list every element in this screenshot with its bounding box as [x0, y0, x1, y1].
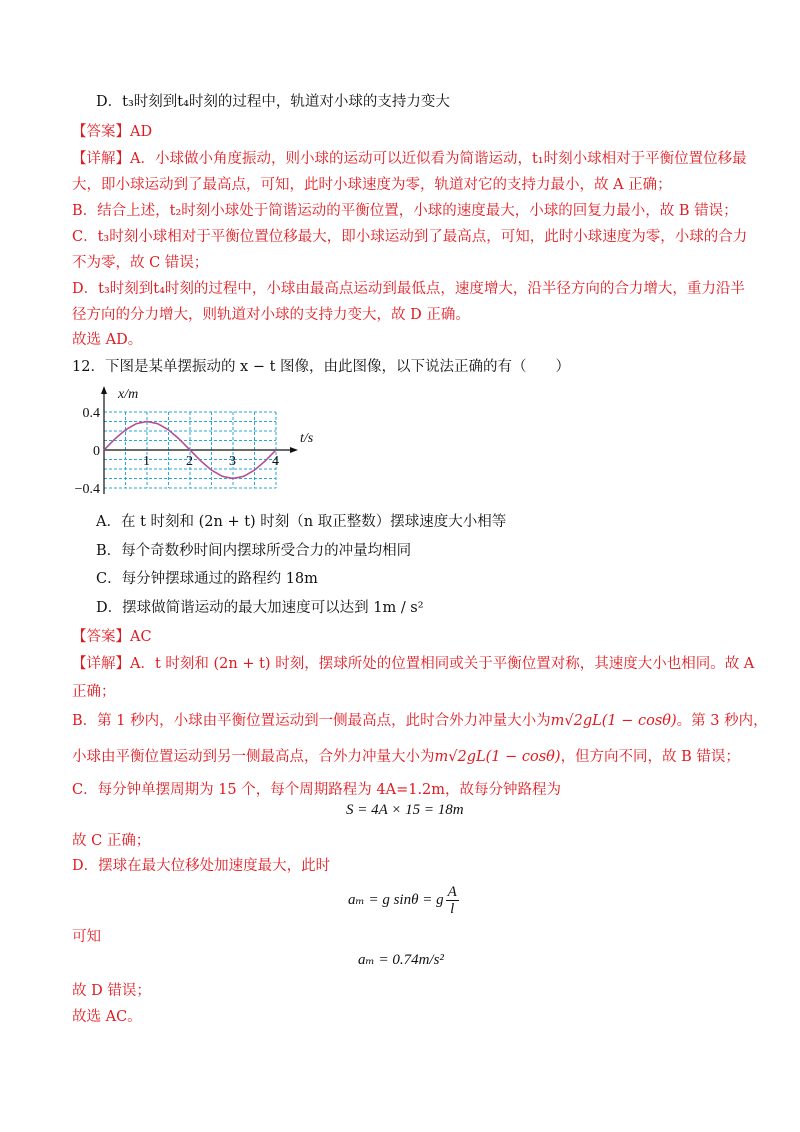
prev-detail-line-4: C．t₃时刻小球相对于平衡位置位移最大，即小球运动到了最高点，可知，此时小球速度为零，小球的合力 — [72, 229, 748, 245]
detail-b2-tail: ，但方向不同，故 B 错误； — [560, 749, 740, 765]
q12-answer: 【答案】AC — [72, 629, 152, 645]
prev-detail-line-5: 不为零，故 C 错误； — [72, 255, 209, 271]
q12-detail-a-line-1: 【详解】A．t 时刻和 (2n + t) 时刻，摆球所处的位置相同或关于平衡位置对称，其速度大小也相同。故 A — [72, 656, 755, 672]
impulse-formula-2: m√2gL(1 − cosθ) — [434, 749, 561, 765]
q12-know: 可知 — [72, 929, 101, 945]
q12-option-b: B．每个奇数秒时间内摆球所受合力的冲量均相同 — [96, 543, 412, 559]
detail-b1-text: B．第 1 秒内，小球由平衡位置运动到一侧最高点，此时合外力冲量大小为 — [72, 713, 551, 729]
x-tick-label: 4 — [272, 454, 279, 469]
q12-option-a: A．在 t 时刻和 (2n + t) 时刻（n 取正整数）摆球速度大小相等 — [96, 514, 507, 530]
q12-detail-b-line-2 — [72, 747, 740, 767]
x-tick-label: 3 — [229, 454, 236, 469]
chart-ticks — [75, 406, 279, 497]
detail-b2-text: 小球由平衡位置运动到另一侧最高点，合外力冲量大小为 — [72, 749, 435, 765]
equation-path: S = 4A × 15 = 18m — [346, 802, 464, 818]
prev-detail-line-1: 【详解】A．小球做小角度振动，则小球的运动可以近似看为简谐运动，t₁时刻小球相对于平衡位置位移最 — [72, 151, 747, 167]
equation-max-acceleration — [348, 884, 459, 917]
y-tick-label: 0 — [93, 444, 100, 459]
prev-option-d: D．t₃时刻到t₄时刻的过程中，轨道对小球的支持力变大 — [96, 94, 450, 110]
eq-acc-lhs: aₘ = g sinθ = g — [348, 891, 444, 908]
y-tick-label: −0.4 — [74, 482, 100, 497]
x-axis-arrow — [290, 447, 298, 453]
eq-fraction — [446, 884, 459, 917]
x-tick-label: 2 — [186, 454, 193, 469]
prev-detail-line-2: 大，即小球运动到了最高点，可知，此时小球速度为零，轨道对它的支持力最小，故 A 正确； — [72, 177, 672, 193]
q12-choose: 故选 AC。 — [72, 1009, 142, 1025]
prev-answer: 【答案】AD — [72, 124, 153, 140]
impulse-formula-1: m√2gL(1 − cosθ) — [550, 713, 677, 729]
eq-fraction-numerator: A — [447, 884, 457, 900]
y-axis-label: x/m — [118, 387, 139, 402]
y-axis-arrow — [101, 386, 107, 394]
q12-detail-a-line-2: 正确； — [72, 684, 116, 700]
x-axis-label: t/s — [300, 431, 314, 446]
y-tick-label: 0.4 — [82, 406, 100, 421]
detail-b1-tail: 。第 3 秒内， — [676, 713, 768, 729]
x-t-chart — [74, 384, 320, 504]
q12-detail-b-line-1 — [72, 711, 768, 731]
x-tick-label: 1 — [143, 454, 150, 469]
q12-detail-d-line-2: 故 D 错误； — [72, 983, 151, 999]
question-12-stem: 12．下图是某单摆振动的 x − t 图像，由此图像，以下说法正确的有（ ） — [72, 359, 571, 375]
equation-acceleration-value: aₘ = 0.74m/s² — [358, 952, 444, 968]
prev-choose: 故选 AD。 — [72, 332, 143, 348]
eq-fraction-denominator: l — [450, 901, 455, 917]
q12-detail-d-line-1: D．摆球在最大位移处加速度最大，此时 — [72, 858, 331, 874]
prev-detail-line-7: 径方向的分力增大，则轨道对小球的支持力变大，故 D 正确。 — [72, 307, 470, 323]
q12-option-d: D．摆球做简谐运动的最大加速度可以达到 1m / s² — [96, 600, 424, 616]
prev-detail-line-3: B．结合上述，t₂时刻小球处于简谐运动的平衡位置，小球的速度最大，小球的回复力最小，故 B 错误； — [72, 203, 738, 219]
prev-detail-line-6: D．t₃时刻到t₄时刻的过程中，小球由最高点运动到最低点，速度增大，沿半径方向的合力增大，重力沿半 — [72, 281, 745, 297]
q12-option-c: C．每分钟摆球通过的路程约 18m — [96, 571, 318, 587]
q12-detail-c-line-1: C．每分钟单摆周期为 15 个，每个周期路程为 4A=1.2m，故每分钟路程为 — [72, 782, 562, 798]
q12-detail-c-line-2: 故 C 正确； — [72, 833, 151, 849]
